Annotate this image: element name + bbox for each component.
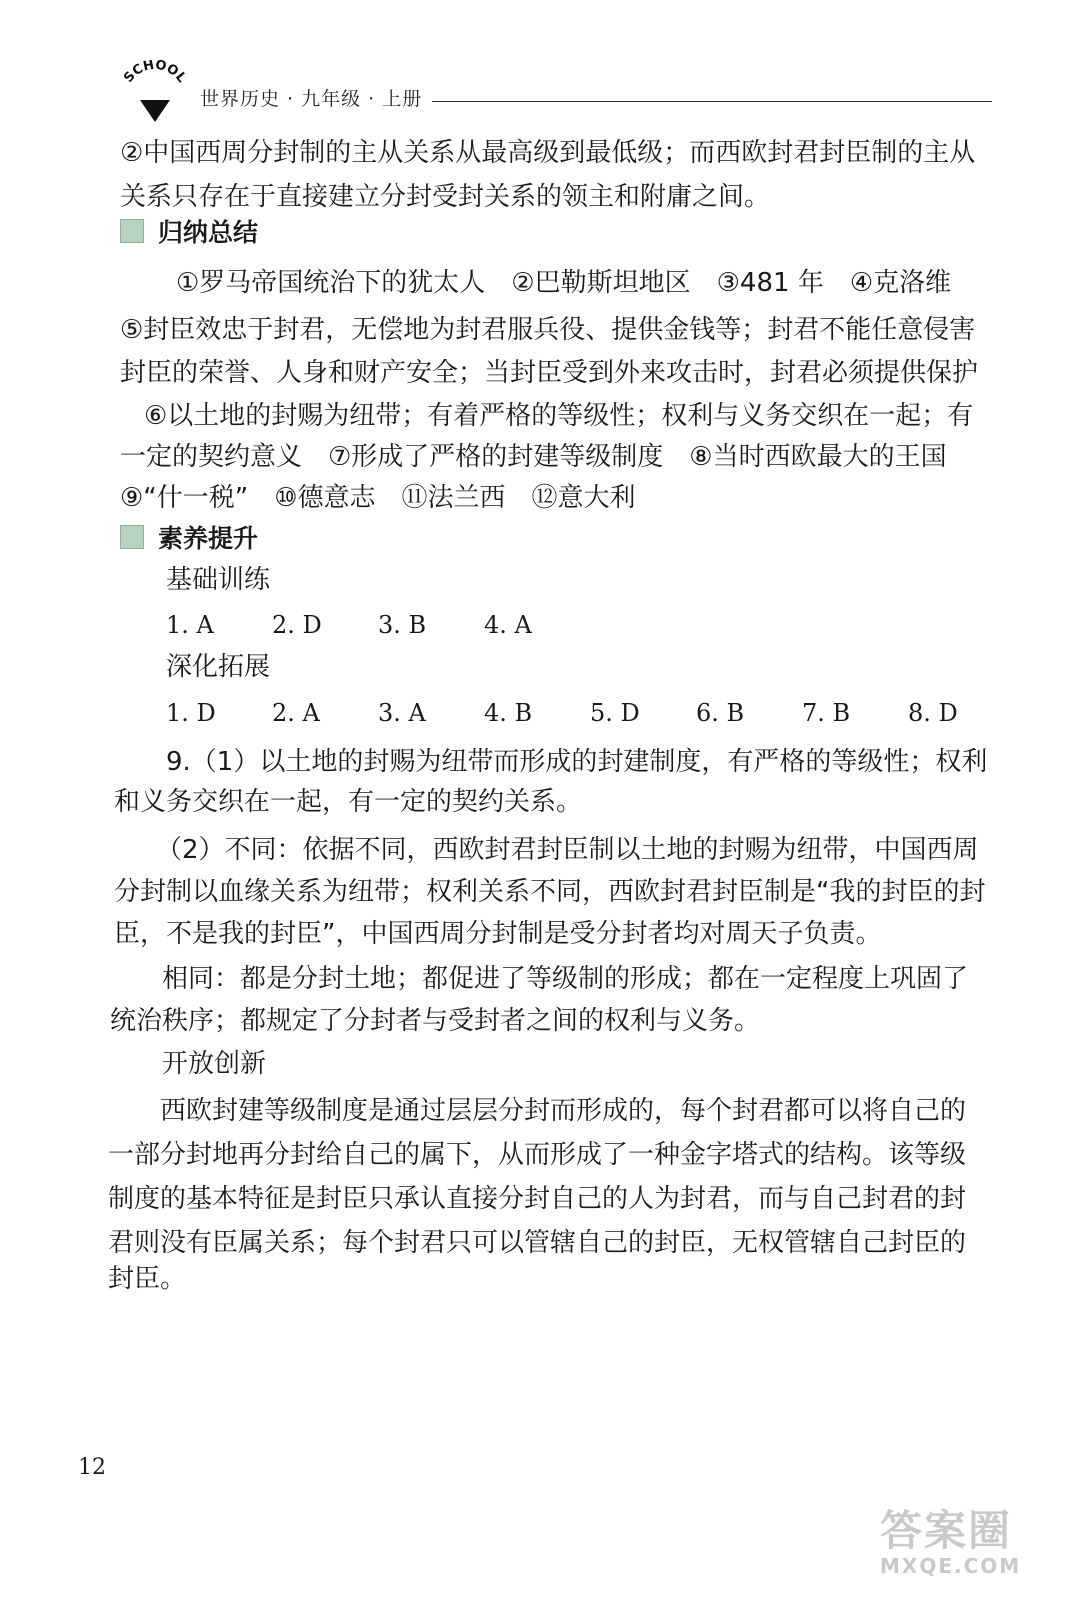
answer-item: 2. D [272,611,322,639]
open-line: 西欧封建等级制度是通过层层分封而形成的，每个封君都可以将自己的 [160,1096,967,1126]
section-summary [120,214,258,248]
q9-line: （2）不同：依据不同，西欧封君封臣制以土地的封赐为纽带，中国西周 [156,835,979,865]
intro-line: 关系只存在于直接建立分封受封关系的领主和附庸之间。 [120,182,771,212]
section-marker-icon [120,525,144,549]
open-line: 一部分封地再分封给自己的属下，从而形成了一种金字塔式的结构。该等级 [108,1140,967,1170]
q9-line: 统治秩序；都规定了分封者与受封者之间的权利与义务。 [110,1006,761,1036]
watermark-title: 答案圈 [880,1506,1013,1555]
section-improve [120,520,258,554]
answer-item: 3. A [378,699,426,727]
deepen-answers [0,696,1087,730]
subsection-title: 开放创新 [162,1049,267,1079]
summary-line: ⑨“什一税” ⑩德意志 ⑪法兰西 ⑫意大利 [120,483,636,513]
answer-item: 3. B [378,611,427,639]
summary-line: ①罗马帝国统治下的犹太人 ②巴勒斯坦地区 ③481 年 ④克洛维 [176,268,952,298]
answer-item: 2. A [272,699,320,727]
section-title: 素养提升 [158,524,259,553]
q9-line: 和义务交织在一起，有一定的契约关系。 [114,787,583,817]
answer-item: 1. D [166,699,216,727]
open-line: 封臣。 [108,1264,187,1294]
section-title: 归纳总结 [158,218,259,247]
answer-item: 5. D [590,699,640,727]
header-rule [432,101,992,102]
school-logo-icon [118,60,192,124]
subsection-title: 基础训练 [166,565,271,595]
svg-text:SCHOOL [121,60,189,86]
answer-item: 6. B [696,699,745,727]
q9-line: 相同：都是分封土地；都促进了等级制的形成；都在一定程度上巩固了 [162,964,969,994]
open-line: 制度的基本特征是封臣只承认直接分封自己的人为封君，而与自己封君的封 [108,1184,967,1214]
summary-line: ⑥以土地的封赐为纽带；有着严格的等级性；权利与义务交织在一起；有 [144,401,974,431]
header-title: 世界历史 · 九年级 · 上册 [200,88,423,110]
q9-line: 臣，不是我的封臣”，中国西周分封制是受分封者均对周天子负责。 [114,919,882,949]
answer-item: 4. B [484,699,533,727]
answer-item: 1. A [166,611,214,639]
section-marker-icon [120,219,144,243]
watermark-url: MXQE.COM [880,1554,1022,1578]
q9-line: 9.（1）以土地的封赐为纽带而形成的封建制度，有严格的等级性；权利 [166,747,988,777]
answer-item: 4. A [484,611,532,639]
q9-line: 分封制以血缘关系为纽带；权利关系不同，西欧封君封臣制是“我的封臣的封 [114,877,986,907]
open-line: 君则没有臣属关系；每个封君只可以管辖自己的封臣，无权管辖自己封臣的 [108,1228,967,1258]
basic-answers [0,608,1087,642]
logo-text: SCHOOL [121,60,189,86]
watermark [880,1508,1070,1588]
intro-line: ②中国西周分封制的主从关系从最高级到最低级；而西欧封君封臣制的主从 [120,138,976,168]
page-number: 12 [78,1455,106,1480]
summary-line: ⑤封臣效忠于封君，无偿地为封君服兵役、提供金钱等；封君不能任意侵害 [120,315,976,345]
summary-line: 一定的契约意义 ⑦形成了严格的封建等级制度 ⑧当时西欧最大的王国 [120,442,947,472]
subsection-title: 深化拓展 [166,652,271,682]
answer-item: 8. D [908,699,958,727]
answer-item: 7. B [802,699,851,727]
summary-line: 封臣的荣誉、人身和财产安全；当封臣受到外来攻击时，封君必须提供保护 [120,358,979,388]
